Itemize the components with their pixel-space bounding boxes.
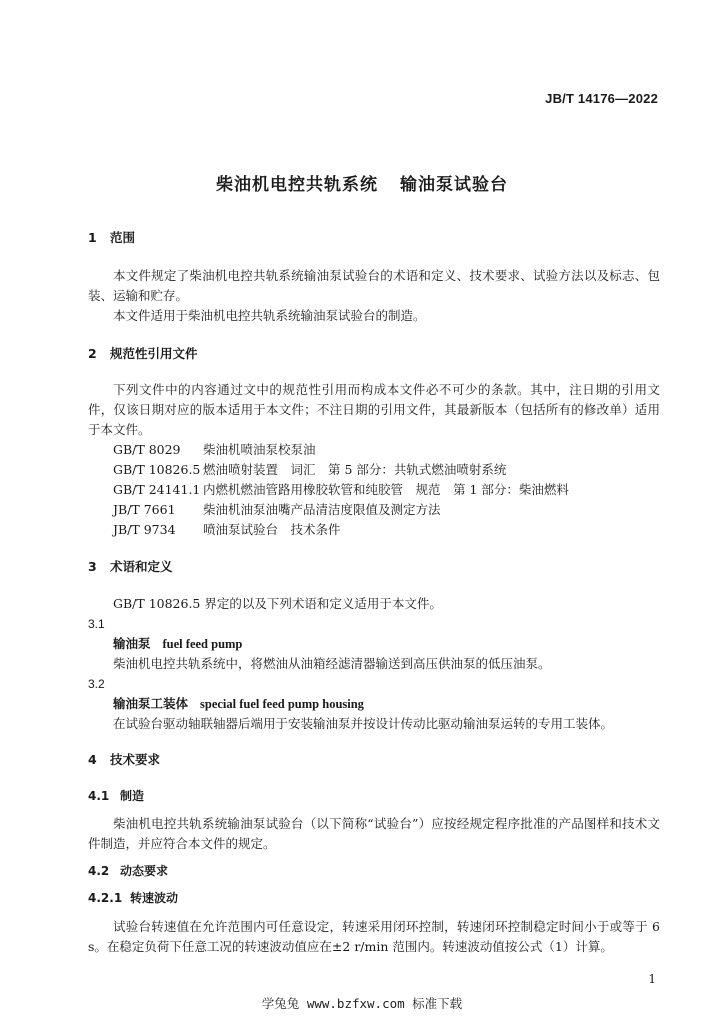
term-definition: 柴油机电控共轨系统中，将燃油从油箱经滤清器输送到高压供油泵的低压油泵。 [113, 656, 551, 671]
section-4-2-heading: 4.2 动态要求 [88, 864, 169, 878]
reference-item: JB/T 7661 柴油机油泵油嘴产品清洁度限值及测定方法 [113, 502, 441, 517]
document-title [0, 170, 724, 195]
section-3-intro: GB/T 10826.5 界定的以及下列术语和定义适用于本文件。 [113, 596, 442, 611]
section-3-heading: 3 术语和定义 [88, 559, 173, 574]
standard-number: JB/T 14176—2022 [545, 91, 658, 106]
reference-item: JB/T 9734 喷油泵试验台 技术条件 [113, 522, 341, 537]
term-entry: 输油泵 fuel feed pump [113, 636, 243, 651]
section-2-paragraph: 下列文件中的内容通过文中的规范性引用而构成本文件必不可少的条款。其中，注日期的引用文件，仅该日期对应的版本适用于本文件；不注日期的引用文件，其最新版本（包括所有的修改单）适用于本文件。 [88, 382, 660, 437]
term-number: 3.1 [88, 617, 105, 631]
section-1-heading: 1 范围 [88, 230, 136, 245]
term-number: 3.2 [88, 677, 105, 691]
reference-item: GB/T 10826.5 燃油喷射装置 词汇 第 5 部分：共轨式燃油喷射系统 [113, 462, 507, 477]
section-4-2-1-heading: 4.2.1 转速波动 [88, 891, 179, 905]
title-part-2: 输油泵试验台 [400, 175, 508, 195]
term-entry: 输油泵工装体 special fuel feed pump housing [113, 696, 364, 711]
section-4-2-1-paragraph: 试验台转速值在允许范围内可任意设定，转速采用闭环控制，转速闭环控制稳定时间小于或等于 6 s。在稳定负荷下任意工况的转速波动值应在±2 r/min 范围内。转速波动值按公式（1）计算。 [88, 919, 660, 954]
section-2-heading: 2 规范性引用文件 [88, 346, 198, 361]
section-4-1-paragraph: 柴油机电控共轨系统输油泵试验台（以下简称“试验台”）应按经规定程序批准的产品图样和技术文件制造，并应符合本文件的规定。 [88, 816, 660, 851]
section-4-heading: 4 技术要求 [88, 752, 161, 767]
reference-item: GB/T 8029 柴油机喷油泵校泵油 [113, 442, 316, 457]
section-1-paragraph-2: 本文件适用于柴油机电控共轨系统输油泵试验台的制造。 [113, 308, 426, 323]
term-definition: 在试验台驱动轴联轴器后端用于安装输油泵并按设计传动比驱动输油泵运转的专用工装体。 [113, 716, 614, 731]
footer-watermark: 学兔兔 www.bzfxw.com 标准下载 [261, 996, 463, 1011]
section-1-paragraph-1: 本文件规定了柴油机电控共轨系统输油泵试验台的术语和定义、技术要求、试验方法以及标志、包装、运输和贮存。 [88, 268, 660, 303]
reference-item: GB/T 24141.1 内燃机燃油管路用橡胶软管和纯胶管 规范 第 1 部分：柴油燃料 [113, 482, 569, 497]
page-number: 1 [648, 972, 656, 986]
section-4-1-heading: 4.1 制造 [88, 789, 145, 803]
title-part-1: 柴油机电控共轨系统 [216, 175, 378, 195]
